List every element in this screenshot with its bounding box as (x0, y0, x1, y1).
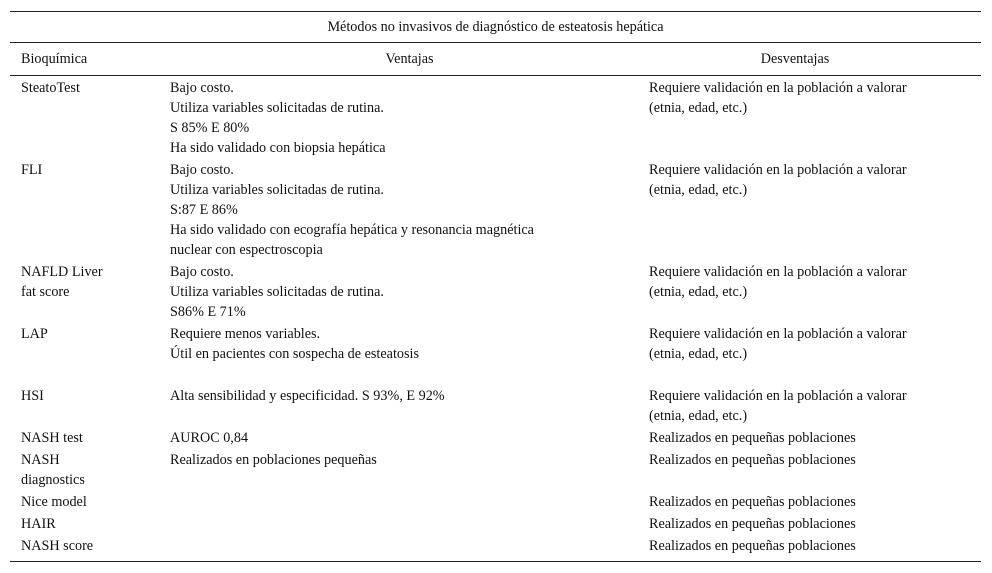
cell-desventajas-line: (etnia, edad, etc.) (649, 100, 748, 116)
cell-ventajas-line: Utiliza variables solicitadas de rutina. (170, 284, 384, 300)
cell-desventajas (649, 428, 981, 448)
cell-ventajas (170, 324, 649, 364)
cell-desventajas-line: Realizados en pequeñas poblaciones (649, 430, 856, 446)
cell-ventajas (170, 78, 649, 158)
cell-ventajas-line: Útil en pacientes con sospecha de esteatosis (170, 346, 419, 362)
table-row (10, 386, 981, 428)
cell-ventajas-line: nuclear con espectroscopia (170, 242, 323, 258)
cell-ventajas (170, 450, 649, 490)
cell-bioquimica-line: NASH score (21, 538, 94, 554)
cell-ventajas (170, 160, 649, 260)
cell-bioquimica (10, 450, 170, 490)
cell-ventajas-line: S86% E 71% (170, 304, 246, 320)
table-row (10, 78, 981, 160)
table-row (10, 428, 981, 450)
cell-bioquimica (10, 536, 170, 556)
cell-bioquimica-line: NASH (21, 452, 60, 468)
cell-desventajas (649, 262, 981, 322)
cell-desventajas-line: Realizados en pequeñas poblaciones (649, 452, 856, 468)
cell-bioquimica (10, 428, 170, 448)
header-bioquimica: Bioquímica (21, 51, 88, 67)
cell-desventajas-line: Requiere validación en la población a valorar (649, 326, 907, 342)
table-header-row (10, 43, 981, 75)
table-caption: Métodos no invasivos de diagnóstico de esteatosis hepática (327, 19, 664, 35)
cell-ventajas-line: S 85% E 80% (170, 120, 250, 136)
table-row (10, 324, 981, 386)
cell-desventajas-line: Requiere validación en la población a valorar (649, 162, 907, 178)
cell-bioquimica-line: diagnostics (21, 472, 85, 488)
cell-ventajas (170, 536, 649, 556)
cell-bioquimica-line: FLI (21, 162, 43, 178)
table-body (10, 76, 981, 561)
cell-desventajas-line: Requiere validación en la población a valorar (649, 80, 907, 96)
cell-desventajas-line: Realizados en pequeñas poblaciones (649, 538, 856, 554)
cell-desventajas-line: Requiere validación en la población a valorar (649, 264, 907, 280)
table-row (10, 536, 981, 558)
cell-bioquimica-line: fat score (21, 284, 70, 300)
cell-ventajas (170, 428, 649, 448)
cell-ventajas-line: S:87 E 86% (170, 202, 238, 218)
cell-bioquimica-line: NASH test (21, 430, 83, 446)
cell-ventajas-line: Bajo costo. (170, 264, 234, 280)
diagnostic-methods-table (10, 11, 981, 562)
cell-ventajas-line: Utiliza variables solicitadas de rutina. (170, 182, 384, 198)
cell-bioquimica (10, 160, 170, 260)
cell-desventajas-line: Realizados en pequeñas poblaciones (649, 494, 856, 510)
table-row (10, 492, 981, 514)
cell-desventajas (649, 536, 981, 556)
cell-desventajas-line: (etnia, edad, etc.) (649, 346, 748, 362)
cell-ventajas-line: Bajo costo. (170, 162, 234, 178)
cell-bioquimica-line: HSI (21, 388, 44, 404)
cell-desventajas (649, 492, 981, 512)
cell-desventajas (649, 514, 981, 534)
cell-desventajas-line: Realizados en pequeñas poblaciones (649, 516, 856, 532)
cell-bioquimica (10, 78, 170, 158)
cell-ventajas (170, 262, 649, 322)
cell-desventajas (649, 386, 981, 426)
cell-desventajas (649, 450, 981, 490)
table-row (10, 450, 981, 492)
cell-bioquimica (10, 324, 170, 364)
cell-bioquimica-line: NAFLD Liver (21, 264, 103, 280)
cell-ventajas (170, 386, 649, 426)
cell-desventajas-line: (etnia, edad, etc.) (649, 408, 748, 424)
cell-bioquimica (10, 262, 170, 322)
cell-ventajas-line: Bajo costo. (170, 80, 234, 96)
cell-desventajas-line: Requiere validación en la población a valorar (649, 388, 907, 404)
cell-bioquimica-line: LAP (21, 326, 48, 342)
cell-ventajas (170, 492, 649, 512)
cell-desventajas (649, 78, 981, 158)
cell-ventajas-line: Requiere menos variables. (170, 326, 321, 342)
cell-bioquimica-line: SteatoTest (21, 80, 80, 96)
cell-ventajas-line: Utiliza variables solicitadas de rutina. (170, 100, 384, 116)
cell-desventajas-line: (etnia, edad, etc.) (649, 182, 748, 198)
cell-desventajas (649, 324, 981, 364)
header-ventajas: Ventajas (385, 51, 434, 67)
cell-bioquimica-line: Nice model (21, 494, 87, 510)
cell-bioquimica-line: HAIR (21, 516, 56, 532)
bottom-rule (10, 561, 981, 562)
header-desventajas: Desventajas (760, 51, 830, 67)
cell-bioquimica (10, 514, 170, 534)
table-row (10, 514, 981, 536)
table-row (10, 160, 981, 262)
cell-desventajas (649, 160, 981, 260)
cell-bioquimica (10, 386, 170, 426)
cell-ventajas (170, 514, 649, 534)
cell-ventajas-line: Realizados en poblaciones pequeñas (170, 452, 377, 468)
cell-ventajas-line: AUROC 0,84 (170, 430, 249, 446)
cell-ventajas-line: Alta sensibilidad y especificidad. S 93%, E 92% (170, 388, 445, 404)
cell-bioquimica (10, 492, 170, 512)
cell-ventajas-line: Ha sido validado con ecografía hepática y resonancia magnética (170, 222, 534, 238)
cell-desventajas-line: (etnia, edad, etc.) (649, 284, 748, 300)
cell-ventajas-line: Ha sido validado con biopsia hepática (170, 140, 386, 156)
table-row (10, 262, 981, 324)
